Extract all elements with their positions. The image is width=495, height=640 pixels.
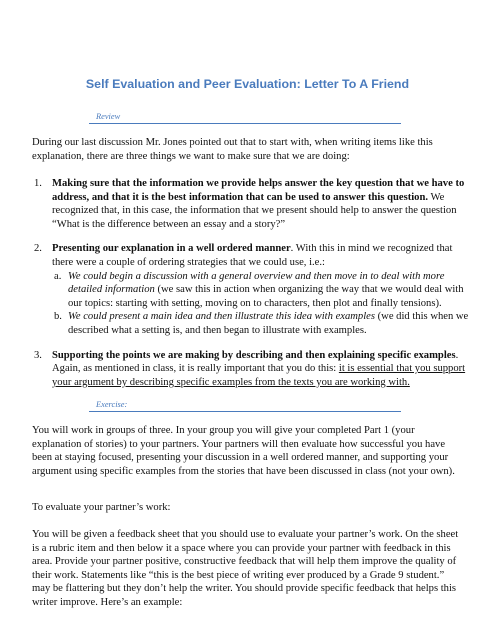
- list-number: 3.: [34, 349, 42, 361]
- list-number: 1.: [34, 178, 42, 189]
- sub-italic-text: We could begin a discussion with a general overview and then move in to deal with more detailed information: [68, 270, 445, 296]
- review-subitem-b: [52, 310, 472, 337]
- item-underlined-text: it is essential that you support your argument by describing specific examples from the texts you are working with.: [52, 363, 466, 388]
- exercise-section-rule: [89, 411, 401, 412]
- sub-italic-text: We could present a main idea and then illustrate this idea with examples: [68, 311, 375, 323]
- item-bold-text: Supporting the points we are making by describing and then explaining specific examples: [52, 349, 456, 361]
- review-list-item-3: [32, 349, 472, 390]
- review-list-item-1: [32, 177, 472, 231]
- item-bold-text: Making sure that the information we provide helps answer the key question that we have to address, and that it is the best information that can be used to answer this question.: [52, 178, 465, 203]
- review-list-item-2: [32, 242, 472, 269]
- list-number: 2.: [34, 243, 42, 255]
- review-sublist: [32, 270, 472, 338]
- item-text: We recognized that, in this case, the information that we present should help to answer the question “What is the difference between an essay and a story?”: [52, 191, 457, 230]
- item-bold-text: Presenting our explanation in a well ordered manner: [52, 243, 291, 255]
- review-subitem-a: [52, 270, 472, 311]
- review-section-label: Review: [96, 112, 121, 121]
- review-intro-paragraph: During our last discussion Mr. Jones pointed out that to start with, when writing items like this explanation, there are three things we want to make sure that we are doing:: [32, 137, 433, 162]
- sub-letter: a.: [54, 270, 62, 282]
- exercise-paragraph-2: To evaluate your partner’s work:: [32, 502, 171, 513]
- exercise-section-label: Exercise:: [96, 400, 128, 409]
- item-text: . With this in mind we recognized that there were a couple of ordering strategies that we could use, i.e.:: [52, 243, 453, 268]
- sub-text: (we saw this in action when organizing the way that we would deal with our topics: starting with setting, moving on to characters, then plot and finally tensions).: [68, 284, 464, 309]
- document-title: Self Evaluation and Peer Evaluation: Letter To A Friend: [85, 77, 410, 91]
- review-section-rule: [89, 123, 401, 124]
- item-text: . Again, as mentioned in class, it is really important that you do this:: [52, 349, 459, 375]
- sub-text: (we did this when we described what a setting is, and then began to illustrate with examples.: [68, 311, 469, 336]
- review-list: [32, 177, 472, 389]
- exercise-paragraph-3: You will be given a feedback sheet that you should use to evaluate your partner’s work. On the sheet is a rubric item and then below it a space where you can provide your partner with feedback in this area. Provide your partner positive, constructive feedback that will help them improve the quality of their work. Statements like “this is the best piece of writing ever produced by a Grade 9 student.” may be flattering but they don’t help the writer. You should provide specific feedback that helps this writer improve. Here’s an example:: [32, 529, 459, 608]
- sub-letter: b.: [54, 311, 62, 323]
- exercise-paragraph-1: You will work in groups of three. In your group you will give your completed Part 1 (your explanation of stories) to your partners. Your partners will then evaluate how successful you have been at staying focused, presenting your discussion in a well ordered manner, and supporting your argument using specific examples from the stories that have been discussed in class (not your own).: [32, 425, 455, 477]
